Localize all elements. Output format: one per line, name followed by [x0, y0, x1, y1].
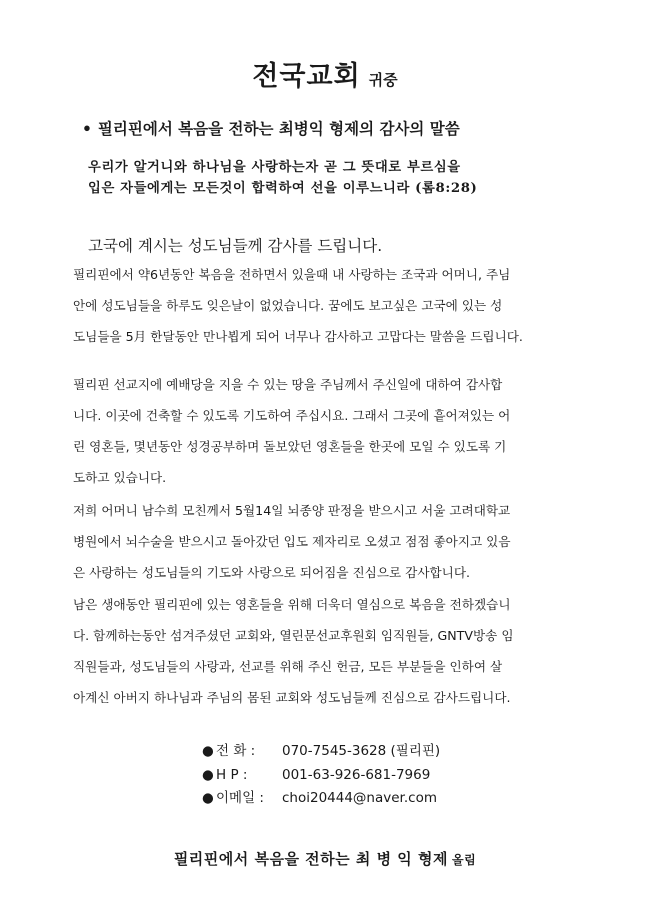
paragraph-line: 직원들과, 성도님들의 사랑과, 선교를 위해 주신 헌금, 모든 부분들을 인하여 살	[73, 659, 503, 674]
signature-text: 필리핀에서 복음을 전하는 최 병 익 형제	[173, 850, 448, 868]
verse-line: 우리가 알거니와 하나님을 사랑하는자 곧 그 뜻대로 부르심을	[88, 160, 461, 175]
letter-subtitle	[82, 117, 602, 139]
contact-mobile	[202, 764, 502, 788]
bullet-icon: ●	[202, 790, 214, 806]
signature-suffix: 올림	[452, 853, 477, 867]
paragraph-3	[73, 495, 578, 588]
paragraph-line: 도하고 있습니다.	[73, 470, 167, 485]
subtitle-text: 필리핀에서 복음을 전하는 최병익 형제의 감사의 말씀	[97, 119, 460, 138]
paragraph-line: 도님들을 5月 한달동안 만나뵙게 되어 너무나 감사하고 고맙다는 말씀을 드립니다.	[73, 329, 523, 344]
bullet-icon: ●	[202, 766, 214, 783]
contact-info	[202, 740, 502, 811]
paragraph-line: 저희 어머니 남수희 모친께서 5월14일 뇌종양 판정을 받으시고 서울 고려대학교	[73, 503, 511, 518]
contact-label: 이메일 :	[216, 790, 264, 806]
signature	[0, 848, 650, 869]
bullet-icon: ●	[202, 743, 214, 759]
paragraph-line: 필리핀 선교지에 예배당을 지을 수 있는 땅을 주님께서 주신일에 대하여 감사합	[73, 377, 503, 392]
contact-value: 001-63-926-681-7969	[282, 766, 431, 783]
paragraph-line: 병원에서 뇌수술을 받으시고 돌아갔던 입도 제자리로 오셨고 점점 좋아지고 있음	[73, 534, 511, 549]
contact-label: 전 화 :	[216, 743, 256, 759]
verse-line: 입은 자들에게는 모든것이 합력하여 선을 이루느니라 (롬8:28)	[88, 181, 478, 196]
paragraph-line: 안에 성도님들을 하루도 잊은날이 없었습니다. 꿈에도 보고싶은 고국에 있는 성	[73, 298, 503, 313]
paragraph-line: 은 사랑하는 성도님들의 기도와 사랑으로 되어짐을 진심으로 감사합니다.	[73, 565, 470, 580]
letter-title-suffix: 귀중	[368, 71, 398, 89]
paragraph-4	[73, 589, 578, 713]
greeting: 고국에 계시는 성도님들께 감사를 드립니다.	[88, 237, 383, 255]
paragraph-line: 남은 생애동안 필리핀에 있는 영혼들을 위해 더욱더 열심으로 복음을 전하겠습니	[73, 597, 511, 612]
bible-verse	[88, 157, 588, 199]
paragraph-line: 필리핀에서 약6년동안 복음을 전하면서 있을때 내 사랑하는 조국과 어머니, 주님	[73, 267, 511, 282]
paragraph-line: 니다. 이곳에 건축할 수 있도록 기도하여 주십시요. 그래서 그곳에 흩어져있는 어	[73, 408, 511, 423]
subtitle-bullet: •	[82, 119, 92, 138]
letter-header	[0, 54, 650, 93]
paragraph-2	[73, 369, 578, 493]
contact-value: 070-7545-3628 (필리핀)	[282, 743, 441, 759]
contact-label: H P :	[216, 766, 248, 783]
contact-phone	[202, 740, 502, 764]
paragraph-line: 린 영혼들, 몇년동안 성경공부하며 돌보았던 영혼들을 한곳에 모일 수 있도록 기	[73, 439, 507, 454]
paragraph-line: 다. 함께하는동안 섬겨주셨던 교회와, 열린문선교후원회 임직원들, GNTV방송 임	[73, 628, 514, 643]
paragraph-1	[73, 259, 578, 352]
letter-title: 전국교회	[252, 61, 361, 92]
contact-value: choi20444@naver.com	[282, 790, 437, 806]
contact-email	[202, 787, 502, 811]
paragraph-line: 아계신 아버지 하나님과 주님의 몸된 교회와 성도님들께 진심으로 감사드립니다.	[73, 690, 511, 705]
